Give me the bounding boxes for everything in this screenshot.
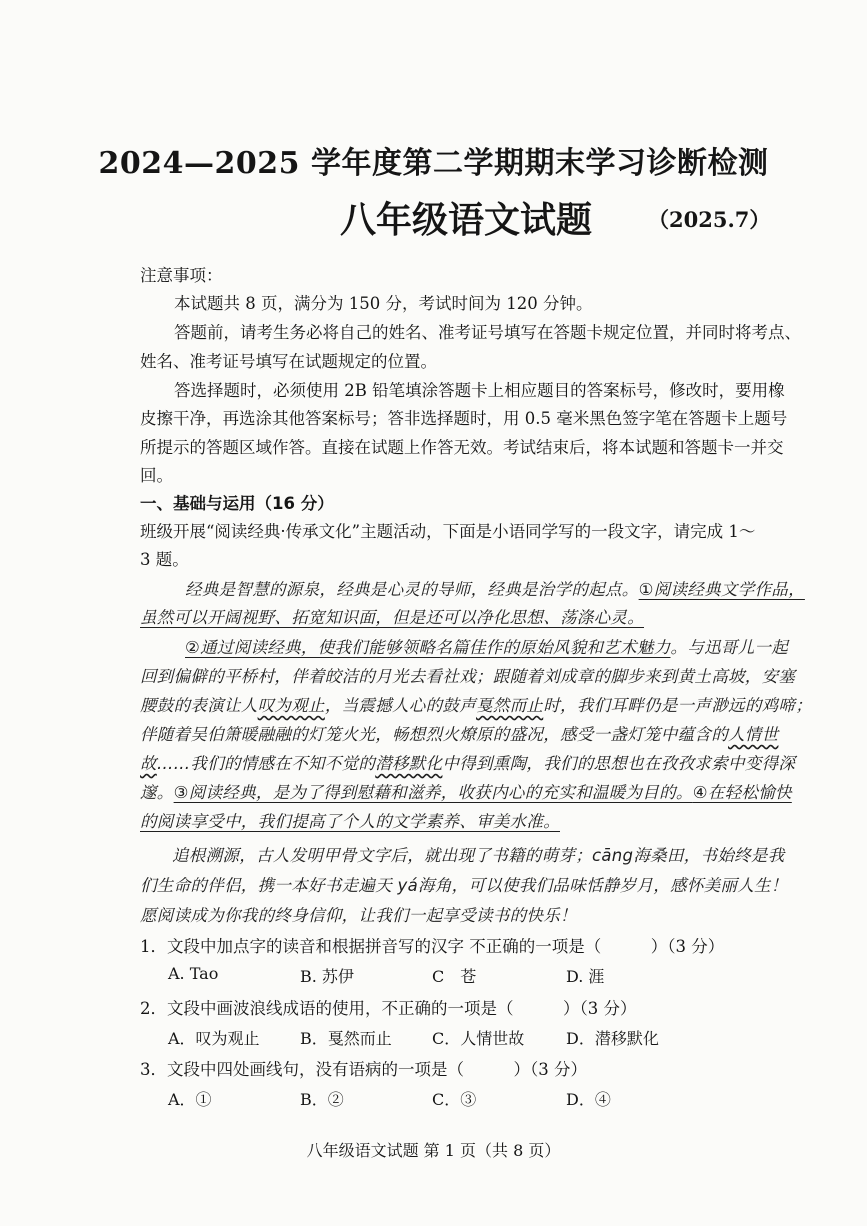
idiom-wavy-3: 人情世 <box>728 725 779 744</box>
passage-line-11: 们生命的伴侣，携一本好书走遍天 yá海角，可以使我们品味恬静岁月，感怀美丽人生！ <box>140 876 788 895</box>
question-3-option-b: B．② <box>300 1090 344 1109</box>
notice-line-1: 本试题共 8 页，满分为 150 分，考试时间为 120 分钟。 <box>174 294 593 313</box>
section-heading: 一、基础与运用（16 分） <box>140 494 334 513</box>
page-footer: 八年级语文试题 第 1 页（共 8 页） <box>306 1141 561 1160</box>
passage-text: 。与迅哥儿一起 <box>670 638 789 657</box>
passage-line-6 <box>140 721 778 745</box>
question-1-option-b: B. 苏伊 <box>300 967 354 986</box>
passage-line-4: 回到偏僻的平桥村，伴着皎洁的月光去看社戏；跟随着刘成章的脚步来到黄土高坡，安塞 <box>140 667 796 686</box>
passage-line-10: 追根溯源，古人发明甲骨文字后，就出现了书籍的萌芽；cāng海桑田，书始终是我 <box>172 846 785 865</box>
notice-line-5: 皮擦干净，再选涂其他答案标号；答非选择题时，用 0.5 毫米黑色签字笔在答题卡上题号 <box>140 409 788 428</box>
section-intro-1: 班级开展“阅读经典·传承文化”主题活动，下面是小语同学写的一段文字，请完成 1～ <box>140 522 756 541</box>
underlined-sentence-4: ④在轻松愉快 <box>692 783 792 802</box>
passage-line-8 <box>140 779 792 803</box>
question-2-option-d: D．潜移默化 <box>566 1029 659 1048</box>
notice-line-4: 答选择题时，必须使用 2B 铅笔填涂答题卡上相应题目的答案标号，修改时，要用橡 <box>174 381 785 400</box>
passage-text: 邃。 <box>140 783 174 802</box>
passage-text: 时，我们耳畔仍是一声渺远的鸡啼； <box>543 696 813 715</box>
passage-text: ，当震撼人心的鼓声 <box>324 696 477 715</box>
idiom-wavy-1: 叹为观止 <box>257 696 325 715</box>
idiom-wavy-4: 潜移默化 <box>375 754 443 773</box>
passage-text: 伴随着吴伯箫暖融融的灯笼火光，畅想烈火燎原的盛况，感受一盏灯笼中蕴含的 <box>140 725 728 744</box>
underlined-sentence-4-cont: 的阅读享受中，我们提高了个人的文学素养、审美水准。 <box>140 812 560 831</box>
passage-line-5 <box>140 692 812 716</box>
notice-line-6: 所提示的答题区域作答。直接在试题上作答无效。考试结束后，将本试题和答题卡一并交 <box>140 438 784 457</box>
notice-line-2: 答题前，请考生务必将自己的姓名、准考证号填写在答题卡规定位置，并同时将考点、 <box>174 323 801 342</box>
question-3-option-a: A．① <box>168 1090 212 1109</box>
underlined-sentence-3: ③阅读经典，是为了得到慰藉和滋养，收获内心的充实和温暖为目的。 <box>173 783 693 802</box>
question-1-stem: 1．文段中加点字的读音和根据拼音写的汉字 不正确的一项是（ ）（3 分） <box>140 937 725 956</box>
notice-line-7: 回。 <box>140 466 173 485</box>
exam-subtitle: 八年级语文试题 <box>340 200 593 241</box>
passage-line-3 <box>185 634 788 658</box>
question-1-option-a: A. Tao <box>168 964 219 983</box>
underlined-sentence-1-cont: 虽然可以开阔视野、拓宽知识面，但是还可以净化思想、荡涤心灵。 <box>140 608 644 627</box>
question-3-stem: 3．文段中四处画线句，没有语病的一项是（ ）（3 分） <box>140 1060 587 1079</box>
question-3-option-d: D．④ <box>566 1090 611 1109</box>
question-2-stem: 2．文段中画波浪线成语的使用，不正确的一项是（ ）（3 分） <box>140 999 637 1018</box>
question-1-option-d: D. 涯 <box>566 967 605 986</box>
question-1-option-c: C 苍 <box>432 967 477 986</box>
passage-text: ……我们的情感在不知不觉的 <box>156 754 376 773</box>
question-2-option-b: B．戛然而止 <box>300 1029 392 1048</box>
idiom-wavy-2: 戛然而止 <box>476 696 544 715</box>
idiom-wavy-3-cont: 故 <box>140 754 157 773</box>
question-2-option-a: A．叹为观止 <box>168 1029 260 1048</box>
passage-text: 经典是智慧的源泉，经典是心灵的导师，经典是治学的起点。 <box>185 580 639 599</box>
question-2-option-c: C．人情世故 <box>432 1029 525 1048</box>
underlined-sentence-1: ①阅读经典文学作品， <box>638 580 805 599</box>
passage-text: 腰鼓的表演让人 <box>140 696 258 715</box>
underlined-sentence-2: ②通过阅读经典，使我们能够领略名篇佳作的原始风貌和艺术魅力 <box>185 638 671 657</box>
question-3-option-c: C．③ <box>432 1090 477 1109</box>
passage-line-12: 愿阅读成为你我的终身信仰，让我们一起享受读书的快乐！ <box>140 906 577 925</box>
passage-line-7 <box>140 750 795 774</box>
section-intro-2: 3 题。 <box>140 550 189 569</box>
passage-text: 中得到熏陶，我们的思想也在孜孜求索中变得深 <box>442 754 796 773</box>
exam-title: 2024—2025 学年度第二学期期末学习诊断检测 <box>98 146 769 181</box>
notice-heading: 注意事项： <box>140 266 223 285</box>
exam-date: （2025.7） <box>648 207 771 232</box>
notice-line-3: 姓名、准考证号填写在试题规定的位置。 <box>140 352 437 371</box>
passage-line-1 <box>185 576 805 600</box>
